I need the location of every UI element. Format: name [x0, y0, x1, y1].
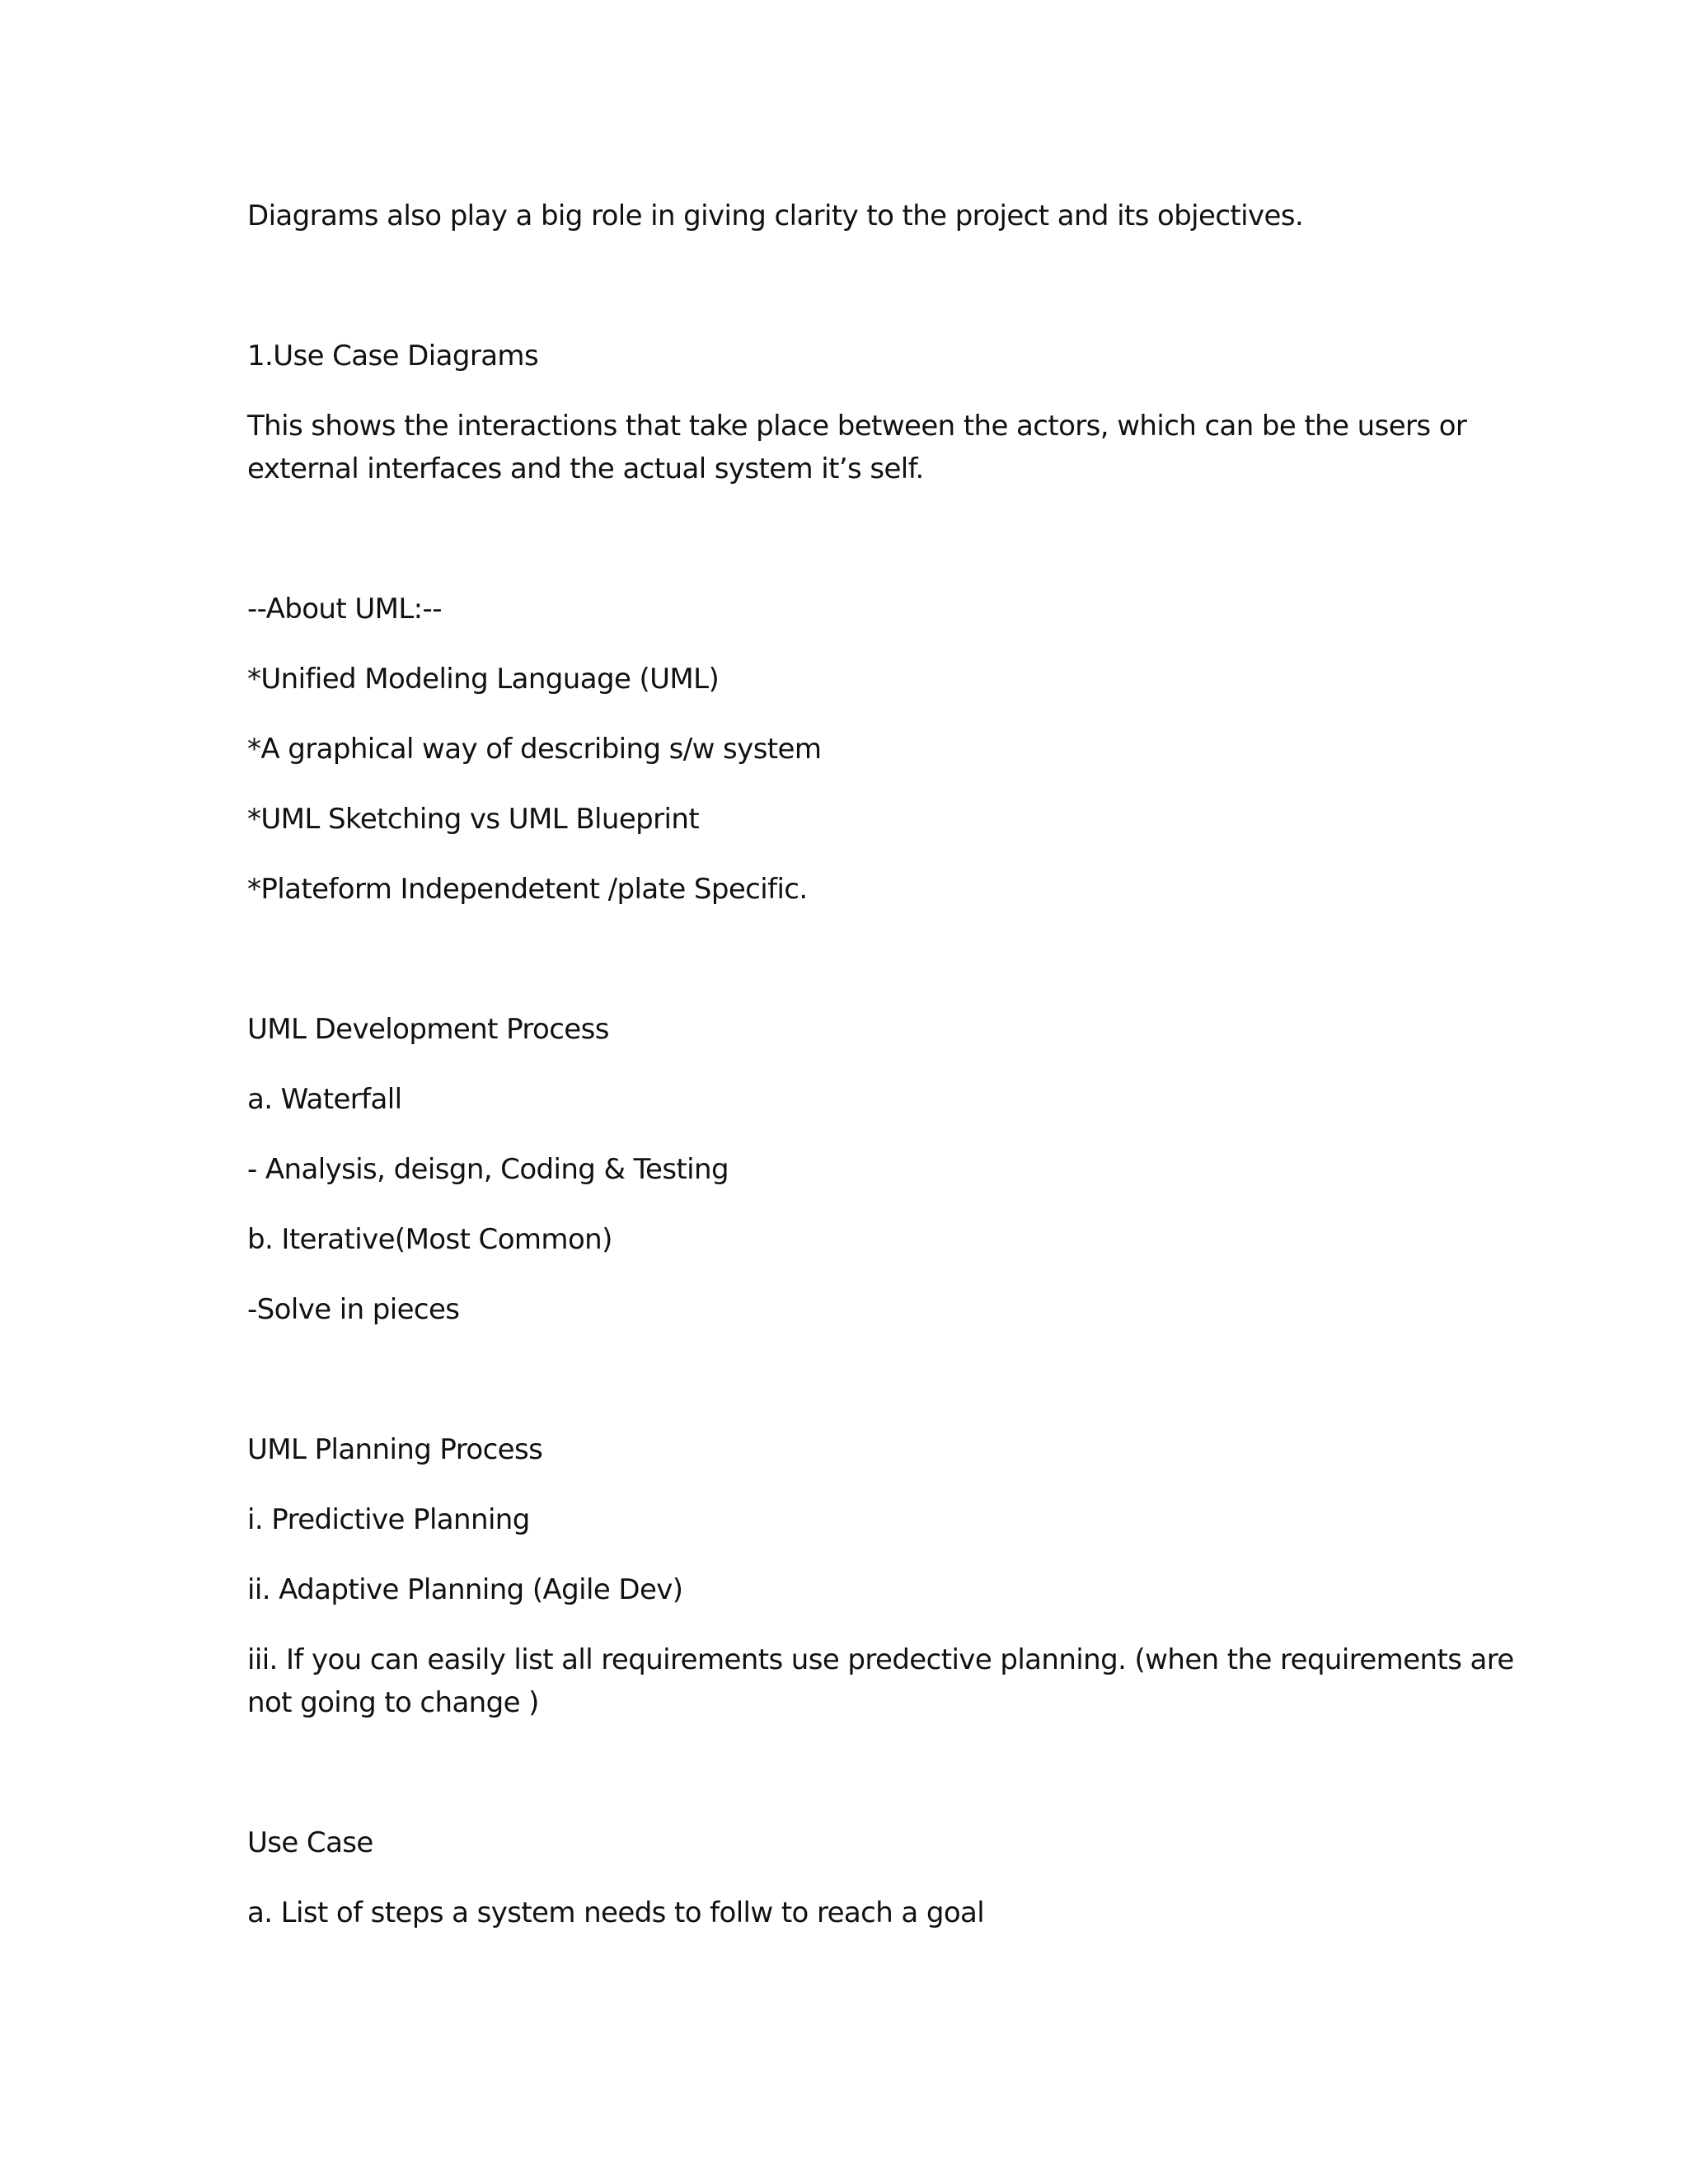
development-process-item: - Analysis, deisgn, Coding & Testing: [247, 1153, 729, 1186]
development-process-item: -Solve in pieces: [247, 1293, 460, 1326]
use-case-diagrams-body-line-1: This shows the interactions that take place between the actors, which can be the users or: [247, 410, 1467, 443]
planning-process-item-3-line-2: not going to change ): [247, 1686, 539, 1719]
planning-process-item: i. Predictive Planning: [247, 1503, 530, 1536]
about-uml-item: *UML Sketching vs UML Blueprint: [247, 803, 700, 836]
about-uml-item: *Unified Modeling Language (UML): [247, 663, 720, 696]
development-process-item: a. Waterfall: [247, 1083, 402, 1116]
about-uml-item: *A graphical way of describing s/w system: [247, 733, 822, 766]
development-process-item: b. Iterative(Most Common): [247, 1223, 612, 1256]
about-uml-item: *Plateform Independetent /plate Specific.: [247, 873, 808, 906]
use-case-diagrams-body-line-2: external interfaces and the actual system it’s self.: [247, 452, 924, 485]
use-case-diagrams-heading: 1.Use Case Diagrams: [247, 340, 539, 373]
about-uml-heading: --About UML:--: [247, 593, 442, 626]
planning-process-item: ii. Adaptive Planning (Agile Dev): [247, 1573, 683, 1606]
development-process-heading: UML Development Process: [247, 1013, 609, 1046]
intro-paragraph: Diagrams also play a big role in giving clarity to the project and its objectives.: [247, 199, 1304, 232]
use-case-item: a. List of steps a system needs to follw to reach a goal: [247, 1896, 985, 1929]
planning-process-item-3-line-1: iii. If you can easily list all requirements use predective planning. (when the requirements are: [247, 1643, 1514, 1676]
use-case-heading: Use Case: [247, 1826, 373, 1859]
planning-process-heading: UML Planning Process: [247, 1433, 543, 1466]
